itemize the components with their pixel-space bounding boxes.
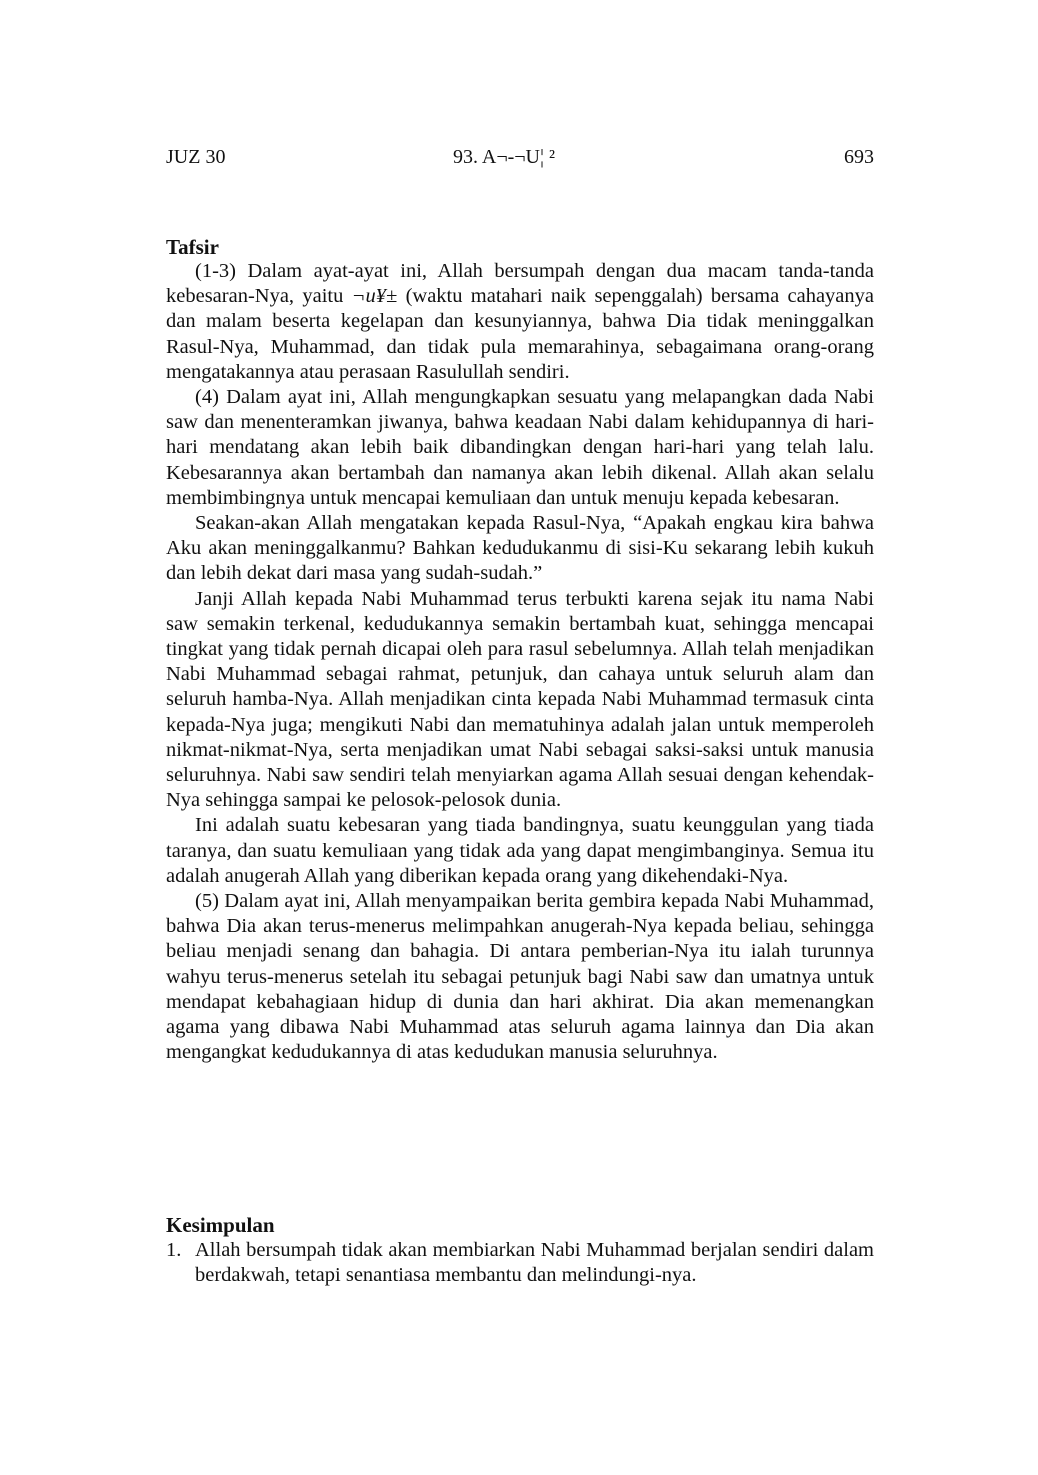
running-header — [166, 146, 874, 174]
tafsir-paragraph-3: Seakan-akan Allah mengatakan kepada Rasul-Nya, “Apakah engkau kira bahwa Aku akan meninggalkanmu? Bahkan kedudukanmu di sisi-Ku sekarang lebih kukuh dan lebih dekat dari masa yang sudah-sudah.” — [166, 512, 874, 585]
kesimpulan-list — [166, 1238, 874, 1288]
page-number: 693 — [844, 146, 874, 168]
tafsir-paragraph-6: (5) Dalam ayat ini, Allah menyampaikan berita gembira kepada Nabi Muhammad, bahwa Dia akan terus-menerus melimpahkan anugerah-Nya kepada beliau, sehingga beliau menjadi senang dan bahagia. Di antara pemberian-Nya itu ialah turunnya wahyu terus-menerus setelah itu sebagai petunjuk bagi Nabi saw dan umatnya untuk mendapat kebahagiaan hidup di dunia dan hari akhirat. Dia akan memenangkan agama yang dibawa Nabi Muhammad atas seluruh agama lainnya dan Dia akan mengangkat kedudukannya di atas kedudukan manusia seluruhnya. — [166, 890, 874, 1064]
tafsir-body — [166, 259, 874, 1066]
surah-title: 93. A¬-¬U¦ ² — [453, 146, 556, 168]
tafsir-paragraph-4: Janji Allah kepada Nabi Muhammad terus terbukti karena sejak itu nama Nabi saw semakin terkenal, kedudukannya semakin bertambah kuat, sehingga mencapai tingkat yang tidak pernah dicapai oleh para rasul sebelumnya. Allah telah menjadikan Nabi Muhammad sebagai rahmat, petunjuk, dan cahaya untuk seluruh alam dan seluruh hamba-Nya. Allah menjadikan cinta kepada Nabi Muhammad termasuk cinta kepada-Nya juga; mengikuti Nabi dan mematuhinya adalah jalan untuk memperoleh nikmat-nikmat-Nya, serta menjadikan umat Nabi sebagai saksi-saksi untuk manusia seluruhnya. Nabi saw sendiri telah menyiarkan agama Allah sesuai dengan kehendak-Nya sehingga sampai ke pelosok-pelosok dunia. — [166, 587, 874, 812]
p1-before: (1-3) Dalam ayat-ayat ini, Allah bersumpah dengan dua macam tanda-tanda kebesaran-Nya, yaitu — [166, 260, 874, 308]
juz-label: JUZ 30 — [166, 146, 226, 168]
tafsir-heading: Tafsir — [166, 235, 219, 259]
list-item — [166, 1238, 874, 1288]
tafsir-paragraph-2: (4) Dalam ayat ini, Allah mengungkapkan sesuatu yang melapangkan dada Nabi saw dan menenteramkan jiwanya, bahwa keadaan Nabi dalam kehidupannya di hari-hari mendatang akan lebih baik dibandingkan dengan hari-hari yang telah lalu. Kebesarannya akan bertambah dan namanya akan lebih dikenal. Allah akan selalu membimbingnya untuk mencapai kemuliaan dan untuk menuju kepada kebesaran. — [166, 386, 874, 509]
tafsir-paragraph-1 — [166, 259, 874, 385]
transliterated-term: ¬u¥± — [351, 285, 398, 308]
kesimpulan-heading: Kesimpulan — [166, 1213, 275, 1237]
list-item-text: Allah bersumpah tidak akan membiarkan Nabi Muhammad berjalan sendiri dalam berdakwah, tetapi senantiasa membantu dan melindungi-nya. — [195, 1239, 874, 1287]
list-item-number: 1. — [166, 1239, 182, 1261]
tafsir-paragraph-5: Ini adalah suatu kebesaran yang tiada bandingnya, suatu keunggulan yang tiada taranya, dan suatu kemuliaan yang tidak ada yang dapat mengimbanginya. Semua itu adalah anugerah Allah yang diberikan kepada orang yang dikehendaki-Nya. — [166, 814, 874, 887]
p1-after: (waktu matahari naik sepenggalah) bersama cahayanya dan malam beserta kegelapan dan kesunyiannya, bahwa Dia tidak meninggalkan Rasul-Nya, Muhammad, dan tidak pula memarahinya, sebagaimana orang-orang mengatakannya atau perasaan Rasulullah sendiri. — [166, 285, 874, 383]
